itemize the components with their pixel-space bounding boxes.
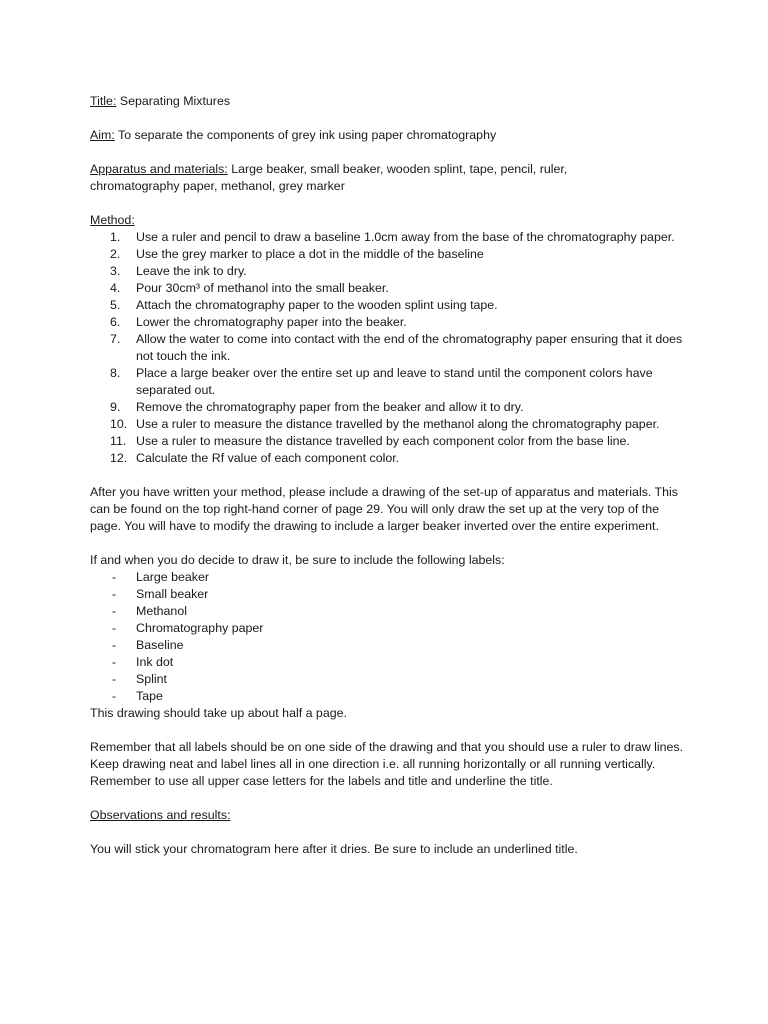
method-step	[90, 246, 690, 263]
label-item	[90, 688, 690, 705]
document-page	[90, 93, 690, 858]
label-text: Splint	[136, 672, 167, 686]
step-number: 3.	[110, 264, 121, 278]
title-text: Separating Mixtures	[116, 94, 231, 108]
label-text: Small beaker	[136, 587, 209, 601]
label-text: Methanol	[136, 604, 187, 618]
apparatus-paragraph	[90, 161, 690, 195]
step-text: Place a large beaker over the entire set up and leave to stand until the component colors have separated out.	[136, 366, 653, 397]
label-item	[90, 586, 690, 603]
step-text: Lower the chromatography paper into the beaker.	[136, 315, 407, 329]
step-number: 1.	[110, 230, 121, 244]
label-item	[90, 620, 690, 637]
step-number: 9.	[110, 400, 121, 414]
step-text: Leave the ink to dry.	[136, 264, 247, 278]
aim-line	[90, 127, 690, 144]
method-step	[90, 229, 690, 246]
observations-heading	[90, 807, 690, 824]
method-label: Method:	[90, 213, 135, 227]
label-item	[90, 603, 690, 620]
step-text: Calculate the Rf value of each component color.	[136, 451, 400, 465]
bullet-dash: -	[112, 587, 117, 601]
title-label: Title:	[90, 94, 117, 108]
drawing-instructions: After you have written your method, please include a drawing of the set-up of apparatus and materials. This can be found on the top right-hand corner of page 29. You will only draw the set up at the very top of the page. You will have to modify the drawing to include a larger beaker inverted over the entire experiment.	[90, 485, 678, 533]
apparatus-line1: Large beaker, small beaker, wooden splint, tape, pencil, ruler,	[227, 162, 568, 176]
label-text: Tape	[136, 689, 163, 703]
aim-text: To separate the components of grey ink using paper chromatography	[114, 128, 497, 142]
step-text: Use a ruler and pencil to draw a baseline 1.0cm away from the base of the chromatography paper.	[136, 230, 675, 244]
bullet-dash: -	[112, 570, 117, 584]
step-number: 5.	[110, 298, 121, 312]
step-number: 8.	[110, 366, 121, 380]
label-item	[90, 569, 690, 586]
step-number: 10.	[110, 417, 128, 431]
labels-intro: If and when you do decide to draw it, be sure to include the following labels:	[90, 553, 505, 567]
step-text: Allow the water to come into contact with the end of the chromatography paper ensuring that it does not touch the ink.	[136, 332, 683, 363]
apparatus-label: Apparatus and materials:	[90, 162, 228, 176]
method-step	[90, 297, 690, 314]
bullet-dash: -	[112, 604, 117, 618]
title-line	[90, 93, 690, 110]
method-step	[90, 331, 690, 365]
bullet-dash: -	[112, 621, 117, 635]
method-steps-list	[90, 229, 690, 467]
method-step	[90, 450, 690, 467]
label-item	[90, 637, 690, 654]
bullet-dash: -	[112, 689, 117, 703]
apparatus-line2: chromatography paper, methanol, grey marker	[90, 179, 345, 193]
label-text: Chromatography paper	[136, 621, 264, 635]
method-step	[90, 314, 690, 331]
step-number: 6.	[110, 315, 121, 329]
step-text: Use the grey marker to place a dot in the middle of the baseline	[136, 247, 484, 261]
bullet-dash: -	[112, 672, 117, 686]
stick-chromatogram-note: You will stick your chromatogram here after it dries. Be sure to include an underlined title.	[90, 842, 578, 856]
method-step	[90, 280, 690, 297]
step-text: Use a ruler to measure the distance travelled by each component color from the base line.	[136, 434, 630, 448]
half-page-note: This drawing should take up about half a page.	[90, 706, 347, 720]
method-step	[90, 263, 690, 280]
aim-label: Aim:	[90, 128, 115, 142]
bullet-dash: -	[112, 655, 117, 669]
method-heading	[90, 212, 690, 229]
label-text: Large beaker	[136, 570, 210, 584]
label-item	[90, 654, 690, 671]
observations-label: Observations and results:	[90, 808, 231, 822]
step-text: Remove the chromatography paper from the beaker and allow it to dry.	[136, 400, 524, 414]
label-text: Ink dot	[136, 655, 174, 669]
label-text: Baseline	[136, 638, 184, 652]
step-text: Use a ruler to measure the distance travelled by the methanol along the chromatography paper.	[136, 417, 660, 431]
step-number: 4.	[110, 281, 121, 295]
step-text: Pour 30cm³ of methanol into the small beaker.	[136, 281, 389, 295]
remember-paragraph: Remember that all labels should be on one side of the drawing and that you should use a ruler to draw lines. Keep drawing neat and label lines all in one direction i.e. all running horizontally or all running vertically. Remember to use all upper case letters for the labels and title and underline the title.	[90, 740, 684, 788]
step-text: Attach the chromatography paper to the wooden splint using tape.	[136, 298, 498, 312]
labels-list	[90, 569, 690, 705]
method-step	[90, 433, 690, 450]
method-step	[90, 416, 690, 433]
label-item	[90, 671, 690, 688]
step-number: 2.	[110, 247, 121, 261]
step-number: 11.	[110, 434, 127, 448]
method-step	[90, 365, 690, 399]
bullet-dash: -	[112, 638, 117, 652]
step-number: 12.	[110, 451, 128, 465]
step-number: 7.	[110, 332, 121, 346]
method-step	[90, 399, 690, 416]
